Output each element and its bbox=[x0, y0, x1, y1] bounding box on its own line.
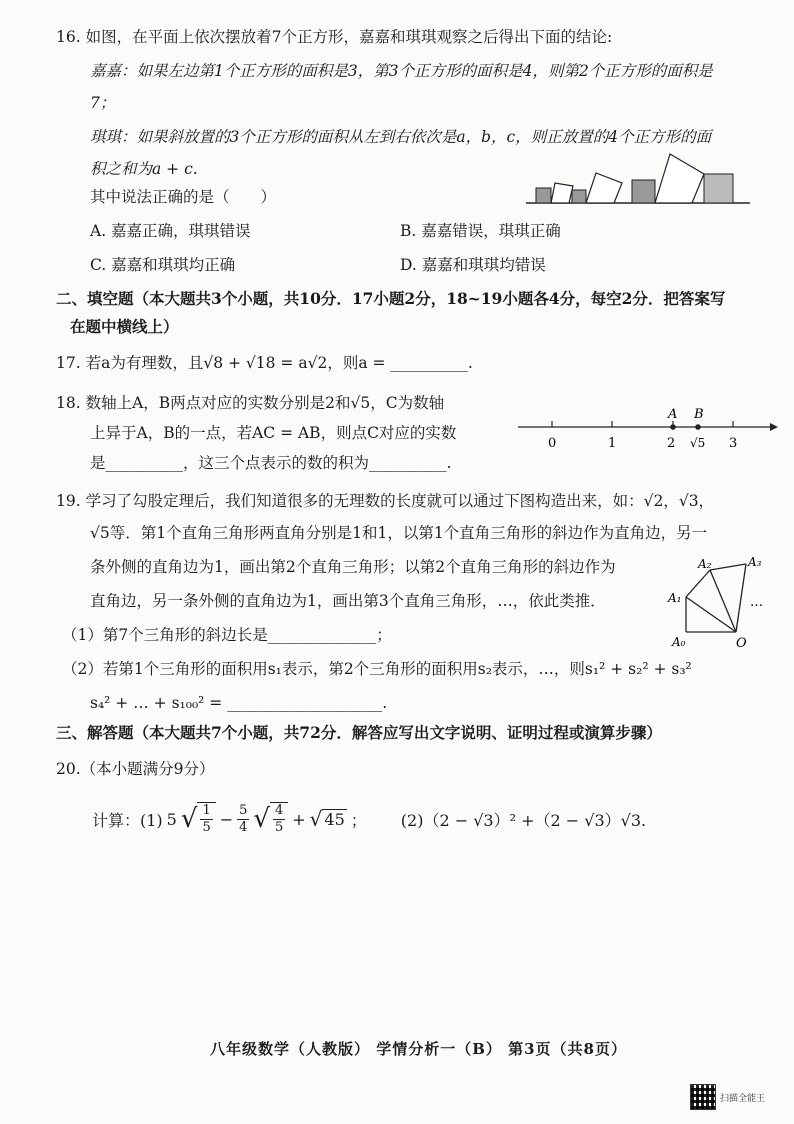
label-o: O bbox=[736, 636, 747, 650]
tilted-square-1 bbox=[551, 183, 573, 203]
frac2-num: 4 bbox=[274, 803, 284, 818]
section2-title-line1: 二、填空题（本大题共3个小题，共10分．17小题2分，18~19小题各4分，每空2分．把答案写 bbox=[56, 289, 726, 308]
label-a2: A₂ bbox=[698, 557, 712, 571]
section3-title: 三、解答题（本大题共7个小题，共72分．解答应写出文字说明、证明过程或演算步骤） bbox=[56, 723, 662, 742]
q20-coef1: 5 bbox=[166, 809, 177, 829]
page-footer: 八年级数学（人教版） 学情分析一（B） 第3页（共8页） bbox=[210, 1040, 627, 1058]
scanner-badge-text: 扫描全能王 bbox=[720, 1093, 766, 1104]
q19-spiral-figure bbox=[664, 550, 776, 650]
point-a-label: A bbox=[668, 407, 678, 422]
frac1-den: 5 bbox=[202, 820, 211, 835]
axis-arrow-icon bbox=[770, 423, 778, 431]
q16-qiqi-line1: 琪琪：如果斜放置的3个正方形的面积从左到右依次是a，b，c，则正放置的4个正方形的面 bbox=[90, 128, 712, 146]
upright-square-2 bbox=[572, 190, 586, 203]
tick-label-0: 0 bbox=[548, 436, 557, 451]
q16-ask: 其中说法正确的是（ ） bbox=[90, 188, 277, 206]
point-b-label: B bbox=[694, 407, 704, 422]
q19-part2-line2: s₄² + … + s₁₀₀² = ____________________. bbox=[90, 694, 388, 712]
label-a3: A₃ bbox=[748, 555, 762, 569]
tick-label-1: 1 bbox=[608, 436, 617, 451]
q16-option-c: C. 嘉嘉和琪琪均正确 bbox=[90, 256, 236, 274]
q16-jiajia-line2: 7； bbox=[90, 94, 116, 112]
q16-qiqi-line2: 积之和为a + c. bbox=[90, 160, 198, 178]
q19-part1: （1）第7个三角形的斜边长是______________； bbox=[62, 626, 392, 644]
q20-minus: − bbox=[219, 809, 234, 829]
q19-line3: 条外侧的直角边为1，画出第2个直角三角形；以第2个直角三角形的斜边作为 bbox=[90, 558, 616, 576]
upright-square-4 bbox=[704, 174, 733, 203]
point-b-dot bbox=[695, 424, 701, 430]
q16-stem: 16. 如图，在平面上依次摆放着7个正方形，嘉嘉和琪琪观察之后得出下面的结论: bbox=[56, 28, 613, 46]
tilted-square-3 bbox=[655, 154, 704, 203]
q20-coef2 bbox=[237, 803, 249, 836]
tilted-square-2 bbox=[586, 173, 622, 203]
q20-plus: + bbox=[292, 809, 306, 829]
q20-sqrt-frac2: √ $\frac{4}{5}$ bbox=[253, 802, 288, 836]
q16-option-d: D. 嘉嘉和琪琪均错误 bbox=[400, 256, 546, 274]
q20-sqrt45: √ 45 bbox=[309, 807, 345, 831]
frac1-num: 1 bbox=[202, 803, 211, 818]
q17-text: 17. 若a为有理数，且√8 + √18 = a√2，则a = __________. bbox=[56, 354, 473, 372]
q20-semicolon: ； bbox=[350, 810, 367, 830]
label-dots: … bbox=[750, 595, 763, 610]
q20-part2: (2)（2 − √3）² +（2 − √3）√3. bbox=[400, 810, 647, 830]
q18-line3: 是__________，这三个点表示的数的积为__________. bbox=[90, 454, 452, 472]
q20-head: 20.（本小题满分9分） bbox=[56, 760, 215, 778]
frac2-den: 5 bbox=[274, 820, 284, 835]
q16-option-b: B. 嘉嘉错误，琪琪正确 bbox=[400, 222, 561, 240]
q18-line2: 上异于A，B的一点，若AC = AB，则点C对应的实数 bbox=[90, 424, 457, 442]
tick-label-2: 2 bbox=[667, 436, 676, 451]
q20-expression-row bbox=[92, 796, 646, 842]
label-a1: A₁ bbox=[668, 591, 682, 605]
q18-number-line bbox=[516, 402, 782, 456]
tick-label-sqrt5: √5 bbox=[690, 436, 706, 450]
label-a0: A₀ bbox=[672, 635, 686, 649]
q19-part2-line1: （2）若第1个三角形的面积用s₁表示，第2个三角形的面积用s₂表示，…，则s₁² + s₂² + s₃² bbox=[62, 660, 692, 678]
q20-prefix: 计算：(1) bbox=[92, 810, 163, 830]
q19-line4: 直角边，另一条外侧的直角边为1，画出第3个直角三角形，…，依此类推． bbox=[90, 592, 606, 610]
q19-line1: 19. 学习了勾股定理后，我们知道很多的无理数的长度就可以通过下图构造出来，如：√2，√3， bbox=[56, 492, 715, 510]
qr-code-icon bbox=[690, 1084, 716, 1110]
q16-option-a: A. 嘉嘉正确，琪琪错误 bbox=[90, 222, 251, 240]
scanner-badge bbox=[690, 1084, 782, 1110]
q20-sqrt-frac1: √ $\frac{1}{5}$ bbox=[181, 802, 216, 836]
sqrt45-radicand: 45 bbox=[324, 810, 345, 829]
q16-squares-figure bbox=[522, 150, 752, 206]
q16-jiajia-line1: 嘉嘉：如果左边第1个正方形的面积是3，第3个正方形的面积是4，则第2个正方形的面积是 bbox=[90, 62, 713, 80]
upright-square-3 bbox=[632, 180, 655, 203]
q18-line1: 18. 数轴上A，B两点对应的实数分别是2和√5，C为数轴 bbox=[56, 394, 445, 412]
upright-square-1 bbox=[536, 188, 551, 203]
section2-title-line2: 在题中横线上） bbox=[70, 317, 179, 336]
q19-line2: √5等．第1个直角三角形两直角分别是1和1，以第1个直角三角形的斜边作为直角边，另一 bbox=[90, 524, 708, 542]
point-a-dot bbox=[670, 424, 676, 430]
tick-label-3: 3 bbox=[729, 436, 738, 451]
coef2-num: 5 bbox=[239, 802, 248, 818]
coef2-den: 4 bbox=[239, 819, 248, 835]
